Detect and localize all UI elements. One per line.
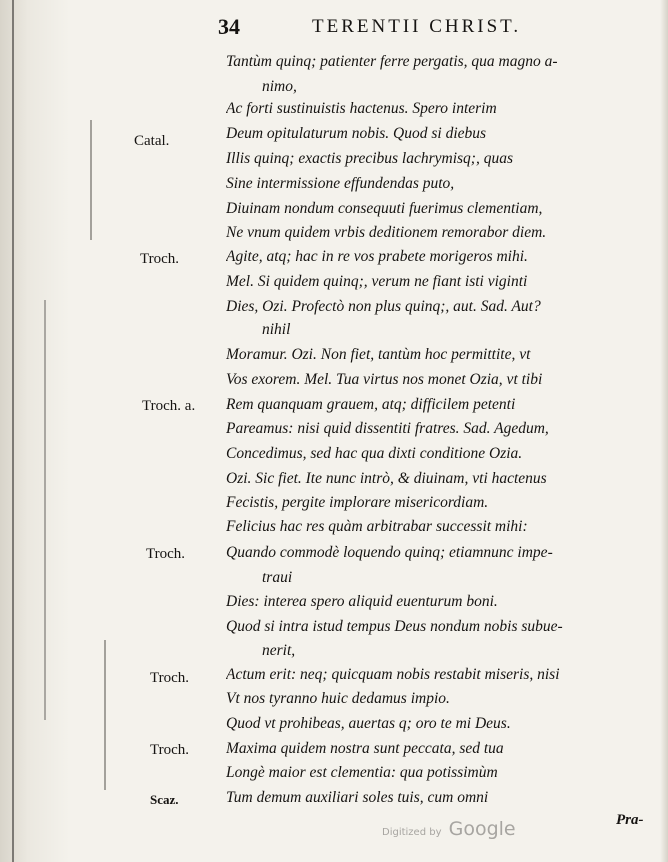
verse-line: traui	[262, 569, 293, 586]
verse-line: Concedimus, sed hac qua dixti conditione Ozia.	[226, 445, 523, 462]
verse-line: Mel. Si quidem quinq;, verum ne fiant isti viginti	[226, 273, 528, 290]
verse-line: Illis quinq; exactis precibus lachrymisq;, quas	[226, 150, 513, 167]
gutter-line	[44, 300, 46, 720]
verse-line: Vos exorem. Mel. Tua virtus nos monet Ozia, vt tibi	[226, 371, 543, 388]
speaker-label: Troch.	[146, 546, 186, 562]
gutter-line	[12, 0, 14, 862]
gutter-line	[104, 640, 106, 790]
page-edge-shadow	[660, 0, 668, 862]
verse-line: Dies, Ozi. Profectò non plus quinq;, aut. Sad. Aut?	[226, 298, 541, 315]
speaker-label: Troch.	[150, 742, 190, 758]
verse-line: Diuinam nondum consequuti fuerimus clementiam,	[226, 200, 543, 217]
speaker-label: Catal.	[134, 133, 170, 149]
verse-line: Felicius hac res quàm arbitrabar successit mihi:	[226, 518, 528, 535]
verse-line: Pareamus: nisi quid dissentiti fratres. Sad. Agedum,	[226, 420, 549, 437]
verse-line: Deum opitulaturum nobis. Quod si diebus	[226, 125, 487, 142]
verse-line: Fecistis, pergite implorare misericordiam.	[226, 494, 489, 511]
page-gutter-shadow	[0, 0, 70, 862]
verse-line: Moramur. Ozi. Non fiet, tantùm hoc permittite, vt	[226, 346, 531, 363]
verse-line: Maxima quidem nostra sunt peccata, sed tua	[226, 740, 504, 757]
verse-line: Ac forti sustinuistis hactenus. Spero interim	[226, 100, 497, 117]
speaker-label: Troch. a.	[142, 398, 196, 414]
verse-line: Actum erit: neq; quicquam nobis restabit miseris, nisi	[226, 666, 560, 683]
verse-line: Longè maior est clementia: qua potissimùm	[226, 764, 498, 781]
verse-line: nihil	[262, 321, 291, 338]
verse-line: Tum demum auxiliari soles tuis, cum omni	[226, 789, 489, 806]
verse-line: Ozi. Sic fiet. Ite nunc intrò, & diuinam, vti hactenus	[226, 470, 547, 487]
verse-line: Ne vnum quidem vrbis deditionem remorabor diem.	[226, 224, 547, 241]
verse-line: nerit,	[262, 642, 296, 659]
speaker-label: Scaz.	[150, 792, 179, 807]
gutter-line	[90, 120, 92, 240]
verse-line: Sine intermissione effundendas puto,	[226, 175, 455, 192]
digitized-by-google-watermark	[382, 818, 516, 840]
running-head: TERENTII CHRIST.	[312, 16, 522, 37]
verse-line: Quando commodè loquendo quinq; etiamnunc impe-	[226, 544, 553, 561]
speaker-label: Troch.	[140, 251, 180, 267]
page-number: 34	[218, 14, 240, 39]
watermark-prefix: Digitized by	[382, 827, 442, 838]
speaker-label: Troch.	[150, 670, 190, 686]
verse-line: Dies: interea spero aliquid euenturum boni.	[226, 593, 498, 610]
verse-line: Quod si intra istud tempus Deus nondum nobis subue-	[226, 618, 563, 635]
verse-line: Vt nos tyranno huic dedamus impio.	[226, 690, 450, 707]
watermark-brand: Google	[448, 818, 516, 840]
verse-line: Quod vt prohibeas, auertas q; oro te mi Deus.	[226, 715, 511, 732]
verse-line: Rem quanquam grauem, atq; difficilem petenti	[226, 396, 516, 413]
verse-line: Agite, atq; hac in re vos prabete morigeros mihi.	[226, 248, 528, 265]
catchword: Pra-	[616, 812, 644, 828]
page-header	[218, 14, 638, 44]
verse-line: nimo,	[262, 78, 297, 95]
verse-line: Tantùm quinq; patienter ferre pergatis, qua magno a-	[226, 53, 558, 70]
